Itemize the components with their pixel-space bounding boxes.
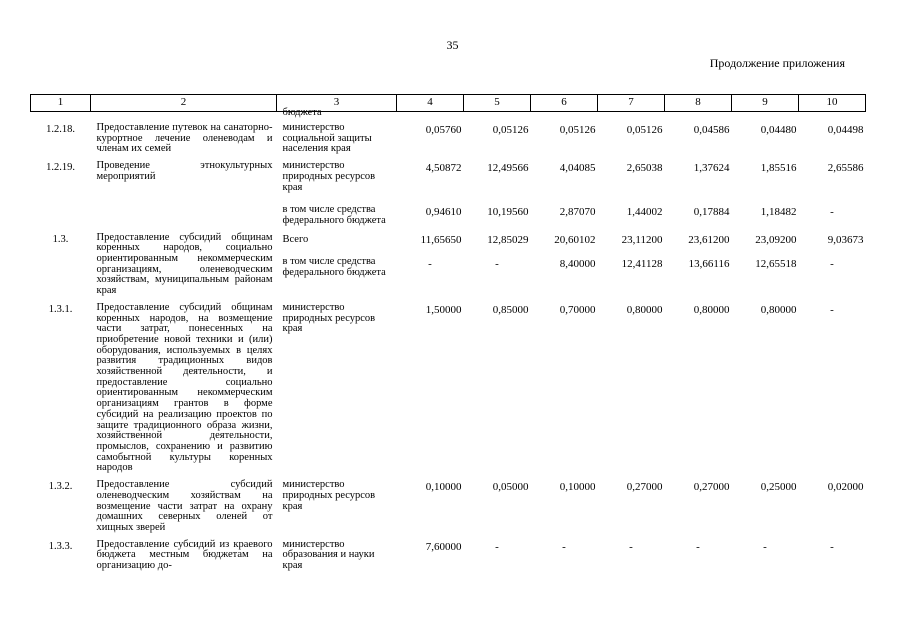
value-cell: -: [629, 540, 633, 553]
row-number: 1.2.18.: [46, 124, 75, 135]
table-row-1-2-19: [31, 161, 866, 193]
executor: министерство образования и науки края: [282, 538, 375, 572]
activity-name: Предоставление субсидий оленеводческим хозяйствам на возмещение части затрат на охрану домашних северных оленей от хищных зверей: [96, 479, 273, 533]
value-cell: 1,18482: [760, 206, 797, 219]
executor: в том числе средства федерального бюджета: [282, 204, 386, 226]
column-header: 1: [31, 95, 91, 112]
value-cell: 4,50872: [425, 162, 462, 175]
table-row-1-3-3: [31, 540, 866, 572]
table-row-1-3-1: [31, 303, 866, 474]
value-cell: 7,60000: [425, 540, 462, 553]
value-cell: 0,02000: [827, 481, 864, 494]
value-cell: 20,60102: [554, 233, 596, 246]
value-cell: -: [428, 258, 432, 271]
column-header: 8: [665, 95, 732, 112]
activity-name: Предоставление субсидий общинам коренных народов, социально ориентированным некоммерческим организациям, оленеводческим хозяйствам, муниципальным районам края: [96, 231, 273, 297]
activity-name: Проведение этнокультурных мероприятий: [96, 160, 273, 182]
value-cell: 0,04480: [760, 124, 797, 136]
executor: в том числе средства федерального бюджета: [282, 256, 386, 278]
value-cell: 2,87070: [559, 206, 596, 219]
value-cell: -: [830, 540, 834, 553]
value-cell: 12,41128: [621, 258, 663, 271]
value-cell: 2,65038: [626, 162, 663, 175]
value-cell: -: [830, 303, 834, 316]
value-cell: 0,04498: [827, 124, 864, 136]
executor: министерство природных ресурсов края: [282, 479, 376, 512]
value-cell: 1,50000: [425, 303, 462, 316]
value-cell: 10,19560: [487, 206, 529, 219]
value-cell: 12,49566: [487, 162, 529, 175]
value-cell: 0,17884: [693, 206, 730, 219]
value-cell: 0,05000: [492, 481, 529, 494]
value-cell: 0,27000: [626, 481, 663, 494]
value-cell: 8,40000: [559, 258, 596, 271]
value-cell: 0,94610: [425, 206, 462, 219]
value-cell: 23,61200: [688, 233, 730, 246]
value-cell: 0,70000: [559, 303, 596, 316]
value-cell: 0,10000: [559, 481, 596, 494]
value-cell: -: [495, 540, 499, 553]
value-cell: 0,05126: [626, 124, 663, 136]
value-cell: -: [495, 258, 499, 271]
value-cell: 0,85000: [492, 303, 529, 316]
activity-name: Предоставление субсидий из краевого бюджета местным бюджетам на организацию до-: [96, 538, 273, 572]
value-cell: 12,65518: [755, 258, 797, 271]
value-cell: 1,85516: [760, 162, 797, 175]
value-cell: 0,25000: [760, 481, 797, 494]
value-cell: 1,37624: [693, 162, 730, 175]
column-header: 9: [732, 95, 799, 112]
value-cell: 13,66116: [688, 258, 730, 271]
row-number: 1.3.3.: [48, 540, 73, 552]
page-number: 35: [446, 38, 459, 52]
value-cell: 12,85029: [487, 233, 529, 246]
executor: министерство социальной защиты населения края: [282, 122, 372, 155]
value-cell: 4,04085: [559, 162, 596, 175]
value-cell: 9,03673: [827, 233, 864, 246]
value-cell: 1,44002: [626, 206, 663, 219]
value-cell: 0,80000: [760, 303, 797, 316]
table-row-1-3: [31, 233, 866, 258]
column-number-row: [31, 95, 866, 112]
value-cell: -: [830, 258, 834, 271]
value-cell: 23,09200: [755, 233, 797, 246]
activity-name: Предоставление субсидий общинам коренных народов, на возмещение части затрат, понесенных на приобретение новой техники и (или) оборудования, используемых в целях развития традиционных видов хозяйственной деятельности, и предоставление социально ориентированным некоммерческим организациям грантов в форме субсидий на реализацию проектов по защите традиционного образа жизни, хозяйственной деятельности, промыслов, сохранению и развитию самобытной культуры коренных народов: [96, 301, 273, 474]
row-number: 1.3.1.: [48, 303, 73, 315]
value-cell: 11,65650: [420, 233, 462, 246]
value-cell: 0,27000: [693, 481, 730, 494]
continuation-caption: Продолжение приложения: [709, 56, 845, 70]
table-row-1-2-18: [31, 123, 866, 155]
table-row-1-3-2: [31, 480, 866, 534]
value-cell: 0,05760: [425, 124, 462, 136]
value-cell: -: [696, 540, 700, 553]
program-table: [30, 94, 866, 572]
value-cell: 0,05126: [492, 124, 529, 136]
column-header: 6: [531, 95, 598, 112]
column-header: 4: [397, 95, 464, 112]
value-cell: 0,04586: [693, 124, 730, 136]
value-cell: -: [562, 540, 566, 553]
value-cell: 0,80000: [626, 303, 663, 316]
value-cell: 0,05126: [559, 124, 596, 136]
column-header: 10: [799, 95, 866, 112]
executor: министерство природных ресурсов края: [282, 160, 376, 193]
value-cell: -: [830, 206, 834, 219]
executor: министерство природных ресурсов края: [282, 301, 376, 335]
value-cell: -: [763, 540, 767, 553]
column-header: 3: [277, 95, 397, 112]
value-cell: 2,65586: [827, 162, 864, 175]
value-cell: 0,10000: [425, 481, 462, 494]
column-header: 2: [91, 95, 277, 112]
activity-name: Предоставление путевок на санаторно-курортное лечение оленеводам и членам их семей: [96, 122, 273, 155]
executor: Всего: [282, 233, 309, 245]
carry-over-text: бюджета: [282, 107, 322, 118]
row-number: 1.3.2.: [48, 481, 73, 493]
column-header: 7: [598, 95, 665, 112]
row-number: 1.2.19.: [46, 162, 75, 174]
row-number: 1.3.: [52, 233, 69, 245]
column-header: 5: [464, 95, 531, 112]
value-cell: 23,11200: [621, 233, 663, 246]
value-cell: 0,80000: [693, 303, 730, 316]
